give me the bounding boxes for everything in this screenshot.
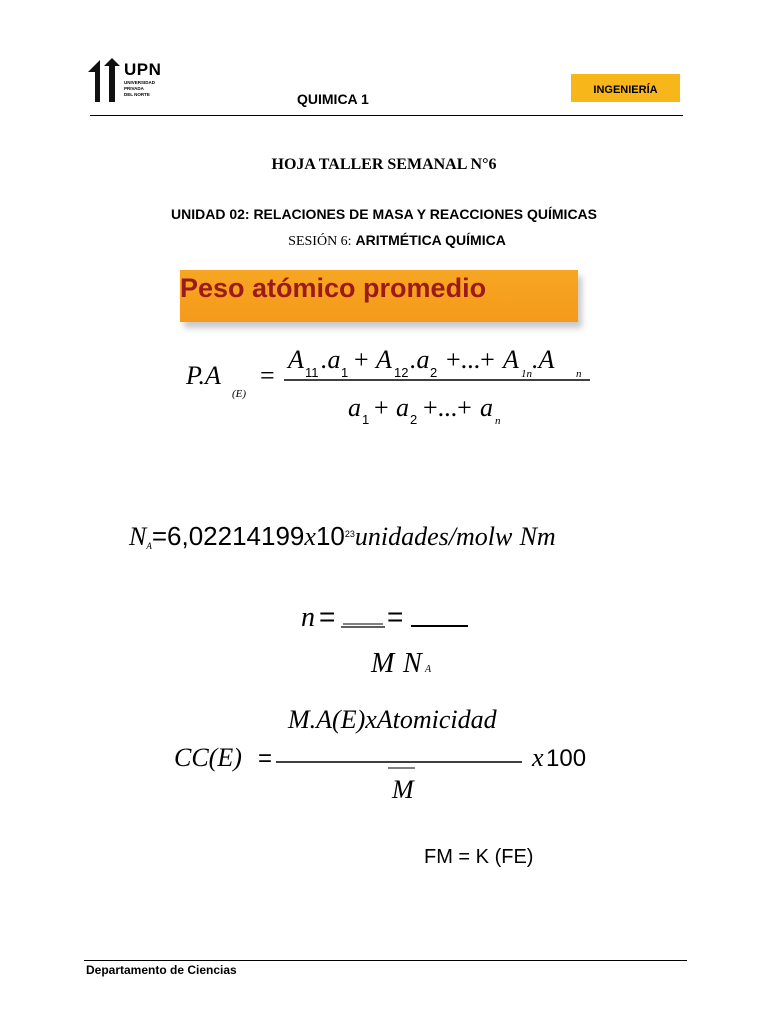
na-subscript: A (146, 541, 152, 551)
svg-text:A: A (376, 345, 392, 374)
logo-line: PRIVADA (124, 86, 144, 91)
cc-denominator: M (392, 775, 414, 804)
cc-factor-x: x (532, 743, 544, 772)
session-label: SESIÓN 6: (288, 234, 352, 249)
logo-brand: UPN (124, 60, 162, 79)
svg-text:11: 11 (305, 365, 319, 380)
cc-equals: = (258, 745, 273, 772)
svg-text:.a: .a (321, 345, 341, 374)
footer-department: Departamento de Ciencias (86, 963, 237, 977)
svg-text:a: a (480, 393, 493, 422)
n-eq1: = (319, 601, 336, 632)
session-line (0, 232, 768, 250)
molecular-formula-relation: FM = K (FE) (424, 846, 534, 868)
na-times: x (304, 522, 316, 551)
cc-factor-100: 100 (546, 745, 587, 772)
svg-text:+...+: +...+ (423, 393, 472, 422)
svg-text:A: A (503, 345, 519, 374)
average-atomic-weight-block (180, 268, 594, 428)
logo-line: DEL NORTE (124, 92, 150, 97)
centesimal-composition-formula (170, 700, 610, 810)
na-value: 6,02214199 (167, 521, 305, 551)
area-badge: INGENIERÍA (571, 74, 680, 102)
cc-lhs: CC(E) (174, 743, 242, 772)
n-eq2: = (387, 601, 404, 632)
na-exponent: 23 (344, 529, 355, 539)
svg-text:2: 2 (410, 412, 418, 427)
svg-text:a: a (396, 393, 409, 422)
na-units: unidades/mol (354, 522, 495, 551)
footer-divider (84, 960, 687, 961)
cc-numerator: M.A(E)xAtomicidad (288, 705, 497, 734)
svg-text:1: 1 (341, 365, 349, 380)
svg-text:1: 1 (362, 412, 370, 427)
sheet-title: HOJA TALLER SEMANAL N°6 (271, 156, 497, 173)
moles-formula (295, 600, 495, 690)
n-lhs: n (301, 602, 315, 633)
na-tail-w: w (495, 522, 513, 551)
svg-text:=: = (260, 361, 275, 390)
svg-text:+: + (374, 393, 389, 422)
svg-text:n: n (576, 368, 582, 380)
pa-banner-text: Peso atómico promedio (180, 273, 487, 303)
course-name: QUIMICA 1 (297, 91, 369, 107)
avogadro-constant (129, 521, 556, 552)
svg-text:+: + (354, 345, 369, 374)
svg-text:A: A (288, 345, 304, 374)
na-tail-nm: Nm (519, 522, 556, 551)
na-base: 10 (315, 521, 345, 551)
svg-text:2: 2 (430, 365, 438, 380)
n-den-n: N (403, 648, 422, 679)
svg-text:P.A: P.A (186, 361, 221, 390)
logo-line: UNIVERSIDAD (124, 80, 156, 85)
svg-text:n: n (495, 415, 501, 427)
pa-banner (180, 270, 578, 322)
svg-text:1n: 1n (521, 368, 532, 380)
n-den-sub: A (425, 664, 432, 675)
na-symbol: N (129, 522, 147, 551)
svg-text:12: 12 (394, 365, 409, 380)
svg-text:.A: .A (532, 345, 555, 374)
session-topic: ARITMÉTICA QUÍMICA (355, 232, 506, 248)
header-divider (90, 115, 683, 116)
svg-text:a: a (348, 393, 361, 422)
svg-text:.a: .a (410, 345, 430, 374)
na-equals: = (151, 521, 168, 551)
n-den-m: M (371, 648, 395, 679)
unit-title: UNIDAD 02: RELACIONES DE MASA Y REACCIONES QUÍMICAS (170, 206, 597, 222)
svg-text:(E): (E) (232, 388, 247, 400)
svg-text:+...+: +...+ (446, 345, 495, 374)
average-atomic-weight-formula (180, 330, 594, 428)
